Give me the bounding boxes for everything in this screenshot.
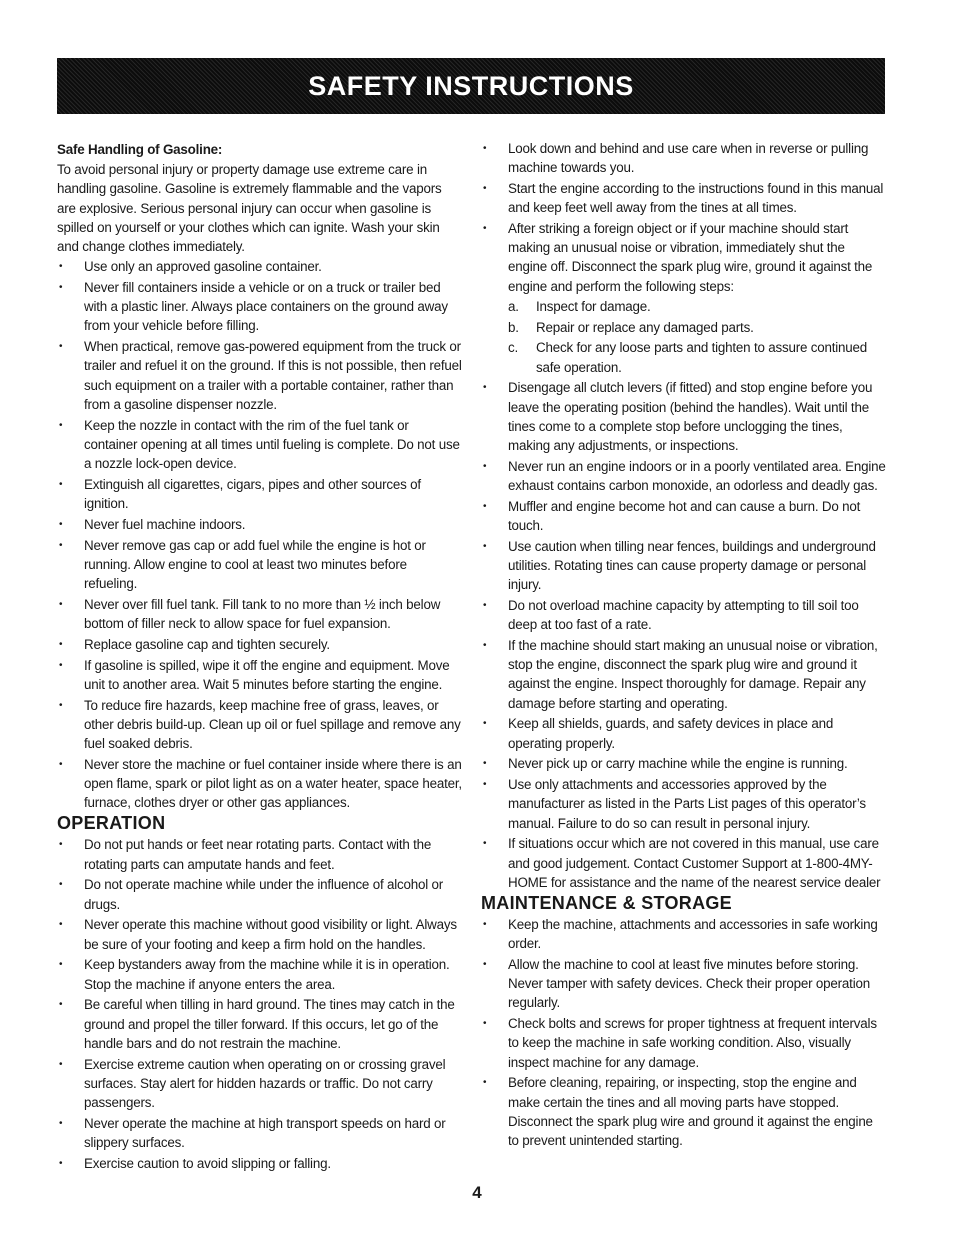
step-text: Check for any loose parts and tighten to assure continued safe operation. (536, 340, 868, 375)
step-item (508, 297, 887, 316)
list-item: • If situations occur which are not covered in this manual, use care and good judgement. Contact Customer Support at 1-800-4MY-HOME for assistance and the name of the nearest service dealer (481, 834, 887, 892)
operation-continued-list (481, 139, 887, 892)
list-item: • Keep bystanders away from the machine while it is in operation. Stop the machine if anyone enters the area. (57, 955, 462, 993)
list-item: • Do not overload machine capacity by attempting to till soil too deep at too fast of a rate. (481, 596, 887, 634)
maintenance-list (481, 915, 887, 1150)
gasoline-list (57, 257, 462, 812)
list-item: • Exercise extreme caution when operating on or crossing gravel surfaces. Stay alert for hidden hazards or traffic. Do not carry passengers. (57, 1055, 462, 1113)
list-item: • Keep all shields, guards, and safety devices in place and operating properly. (481, 714, 887, 752)
list-item: • Disengage all clutch levers (if fitted) and stop engine before you leave the operating position (behind the handles). Wait until the tines come to a complete stop before unclogging the tines, making any adjustments, or inspections. (481, 378, 887, 455)
step-text: Inspect for damage. (536, 298, 651, 314)
list-item: • Extinguish all cigarettes, cigars, pipes and other sources of ignition. (57, 475, 462, 513)
list-item: • Start the engine according to the instructions found in this manual and keep feet well away from the tines at all times. (481, 179, 887, 217)
list-item: • Look down and behind and use care when in reverse or pulling machine towards you. (481, 139, 887, 177)
list-item: • Keep the machine, attachments and accessories in safe working order. (481, 915, 887, 953)
list-item: • Exercise caution to avoid slipping or falling. (57, 1154, 462, 1173)
list-item (481, 219, 887, 377)
list-item: • Check bolts and screws for proper tightness at frequent intervals to keep the machine in safe working condition. Also, visually inspect machine for any damage. (481, 1014, 887, 1072)
inspection-steps (508, 297, 887, 377)
step-item (508, 318, 887, 337)
list-item: • Do not operate machine while under the influence of alcohol or drugs. (57, 875, 462, 913)
maintenance-heading: MAINTENANCE & STORAGE (481, 893, 732, 914)
page-number: 4 (472, 1183, 482, 1202)
list-item: • Use only attachments and accessories approved by the manufacturer as listed in the Parts List pages of this operator’s manual. Failure to do so can result in personal injury. (481, 775, 887, 833)
section-banner (57, 58, 885, 114)
list-item: • Never over fill fuel tank. Fill tank to no more than ½ inch below bottom of filler neck to allow space for fuel expansion. (57, 595, 462, 633)
list-item: • Never remove gas cap or add fuel while the engine is hot or running. Allow engine to cool at least two minutes before refueling. (57, 536, 462, 594)
list-item: • Before cleaning, repairing, or inspecting, stop the engine and make certain the tines and all moving parts have stopped. Disconnect the spark plug wire and ground it against the engine to prevent unintended starting. (481, 1073, 887, 1150)
operation-heading: OPERATION (57, 813, 166, 834)
gasoline-intro: To avoid personal injury or property damage use extreme care in handling gasoline. Gasoline is extremely flammable and the vapors are explosive. Serious personal injury can occur when gasoline is spilled on yourself or your clothes which can ignite. Wash your skin and change clothes immediately. (57, 162, 442, 255)
list-item: • Replace gasoline cap and tighten securely. (57, 635, 462, 654)
list-item: • Never fill containers inside a vehicle or on a truck or trailer bed with a plastic liner. Always place containers on the ground away from your vehicle before filling. (57, 278, 462, 336)
list-item: • If the machine should start making an unusual noise or vibration, stop the engine, disconnect the spark plug wire and ground it against the engine. Inspect thoroughly for damage. Repair any damage before starting and operating. (481, 636, 887, 713)
list-item: • Never pick up or carry machine while the engine is running. (481, 754, 887, 773)
list-item: • When practical, remove gas-powered equipment from the truck or trailer and refuel it on the ground. If this is not possible, then refuel such equipment on a trailer with a portable container, rather than from a gasoline dispenser nozzle. (57, 337, 462, 414)
step-marker: a. (508, 298, 519, 314)
list-item: • Never run an engine indoors or in a poorly ventilated area. Engine exhaust contains carbon monoxide, an odorless and deadly gas. (481, 457, 887, 495)
step-item (508, 338, 887, 376)
list-item: • If gasoline is spilled, wipe it off the engine and equipment. Move unit to another area. Wait 5 minutes before starting the engine. (57, 656, 462, 694)
list-item: • Use only an approved gasoline container. (57, 257, 462, 276)
step-text: Repair or replace any damaged parts. (536, 319, 754, 335)
right-column (481, 139, 887, 1152)
page-title: SAFETY INSTRUCTIONS (308, 70, 634, 101)
list-item: • Allow the machine to cool at least five minutes before storing. Never tamper with safety devices. Check their proper operation regularly. (481, 955, 887, 1013)
step-marker: c. (508, 340, 519, 356)
list-item-text: After striking a foreign object or if your machine should start making an unusual noise or vibration, immediately shut the engine off. Disconnect the spark plug wire, ground it against the engine and perform the following steps: (508, 221, 873, 294)
operation-list (57, 835, 462, 1173)
list-item: • Never operate this machine without good visibility or light. Always be sure of your footing and keep a firm hold on the handles. (57, 915, 462, 953)
step-marker: b. (508, 319, 519, 335)
list-item: • Muffler and engine become hot and can cause a burn. Do not touch. (481, 497, 887, 535)
list-item: • Never operate the machine at high transport speeds on hard or slippery surfaces. (57, 1114, 462, 1152)
list-item: • Keep the nozzle in contact with the rim of the fuel tank or container opening at all times until fueling is complete. Do not use a nozzle lock-open device. (57, 416, 462, 474)
gasoline-heading: Safe Handling of Gasoline: (57, 142, 223, 157)
list-item: • Never fuel machine indoors. (57, 515, 462, 534)
list-item: • Do not put hands or feet near rotating parts. Contact with the rotating parts can amputate hands and feet. (57, 835, 462, 873)
list-item: • Be careful when tilling in hard ground. The tines may catch in the ground and propel the tiller forward. If this occurs, let go of the handle bars and do not restrain the machine. (57, 995, 462, 1053)
list-item: • To reduce fire hazards, keep machine free of grass, leaves, or other debris build-up. Clean up oil or fuel spillage and remove any fuel soaked debris. (57, 696, 462, 754)
list-item: • Use caution when tilling near fences, buildings and underground utilities. Rotating tines can cause property damage or personal injury. (481, 537, 887, 595)
left-column (57, 140, 462, 1175)
list-item: • Never store the machine or fuel container inside where there is an open flame, spark or pilot light as on a water heater, space heater, furnace, clothes dryer or other gas appliances. (57, 755, 462, 813)
